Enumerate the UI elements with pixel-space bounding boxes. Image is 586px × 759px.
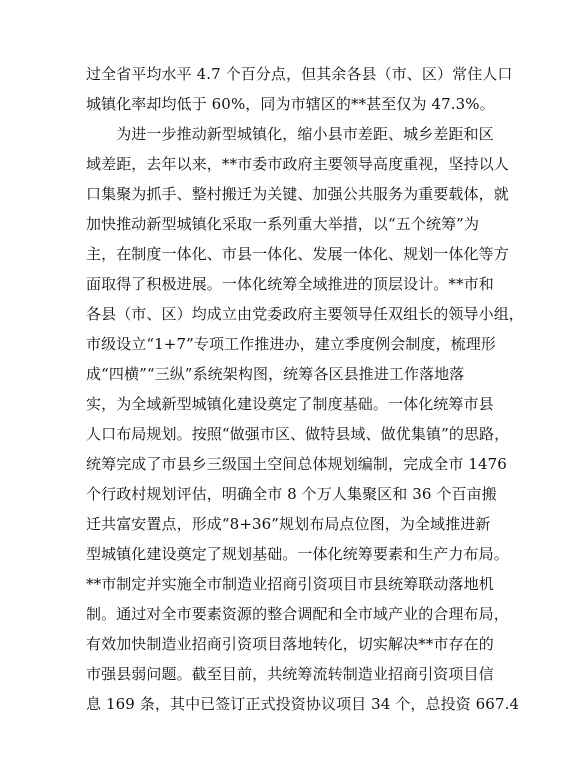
text-line: 个行政村规划评估，明确全市 8 个万人集聚区和 36 个百亩搬 [86,485,497,503]
text-line: 有效加快制造业招商引资项目落地转化，切实解决**市存在的 [86,635,494,653]
text-line: 域差距，去年以来，**市委市政府主要领导高度重视，坚持以人 [86,155,509,173]
body-text [86,59,524,719]
text-line: 为进一步推动新型城镇化，缩小县市差距、城乡差距和区 [86,125,494,143]
text-line: 城镇化率却均低于 60%，同为市辖区的**甚至仅为 47.3%。 [86,95,495,113]
text-line: 各县（市、区）均成立由党委政府主要领导任双组长的领导小组， [86,305,524,323]
text-line: 制。通过对全市要素资源的整合调配和全市域产业的合理布局， [86,605,509,623]
text-line: 市强县弱问题。截至目前，共统筹流转制造业招商引资项目信 [86,665,494,683]
text-line: **市制定并实施全市制造业招商引资项目市县统筹联动落地机 [86,575,494,593]
text-line: 口集聚为抓手、整村搬迁为关键、加强公共服务为重要载体，就 [86,185,509,203]
text-line: 实，为全域新型城镇化建设奠定了制度基础。一体化统筹市县 [86,395,494,413]
text-line: 市级设立“1+7”专项工作推进办，建立季度例会制度，梳理形 [86,335,496,353]
text-line: 成“四横”“三纵”系统架构图，统筹各区县推进工作落地落 [86,365,465,383]
text-line: 过全省平均水平 4.7 个百分点，但其余各县（市、区）常住人口 [86,65,513,83]
text-line: 息 169 条，其中已签订正式投资协议项目 34 个，总投资 667.4 [86,695,520,713]
text-line: 人口布局规划。按照“做强市区、做特县域、做优集镇”的思路， [86,425,510,443]
text-line: 迁共富安置点，形成“8+36”规划布局点位图，为全域推进新 [86,515,491,533]
text-line: 加快推动新型城镇化采取一系列重大举措，以“五个统筹”为 [86,215,480,233]
text-line: 统筹完成了市县乡三级国土空间总体规划编制，完成全市 1476 [86,455,507,473]
text-line: 型城镇化建设奠定了规划基础。一体化统筹要素和生产力布局。 [86,545,509,563]
text-line: 面取得了积极进展。一体化统筹全域推进的顶层设计。**市和 [86,275,494,293]
text-line: 主，在制度一体化、市县一体化、发展一体化、规划一体化等方 [86,245,509,263]
